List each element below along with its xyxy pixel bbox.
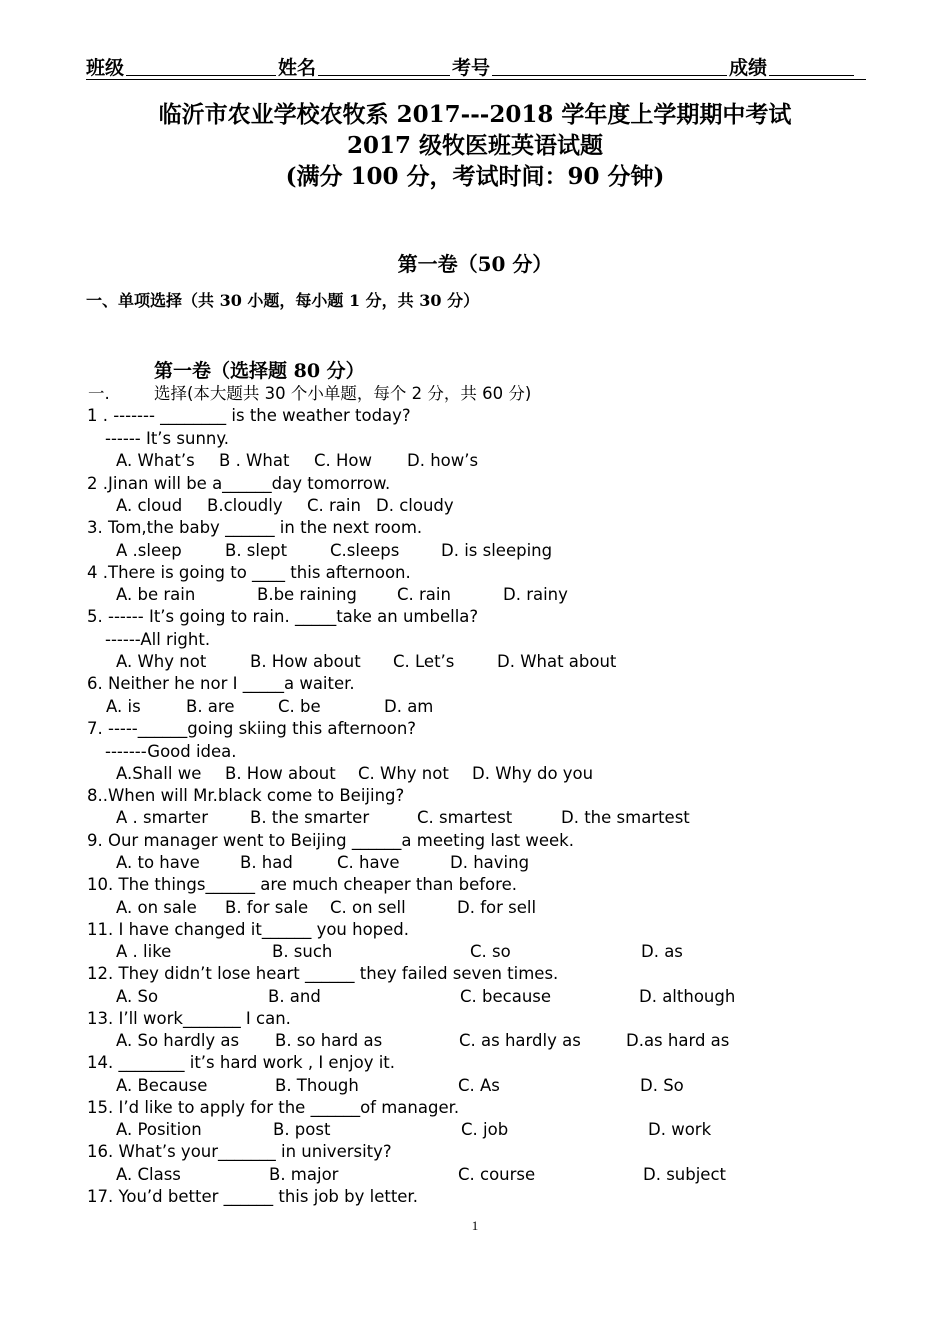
exam-title-line2: 2017 级牧医班英语试题 — [346, 132, 604, 159]
answer-option[interactable]: A. to have — [116, 853, 200, 872]
part1b-instruction-number: 一. — [88, 384, 110, 403]
answer-option[interactable]: D. as — [641, 942, 683, 961]
part1b-instruction: 选择(本大题共 30 个小单题，每个 2 分，共 60 分) — [154, 384, 532, 403]
answer-option[interactable]: C. as hardly as — [459, 1031, 581, 1050]
answer-option[interactable]: A .sleep — [116, 541, 182, 560]
answer-option[interactable]: D. how’s — [407, 451, 479, 470]
answer-option[interactable]: D. subject — [643, 1165, 726, 1184]
score-field[interactable] — [769, 75, 854, 76]
answer-option[interactable]: D.as hard as — [626, 1031, 730, 1050]
number-label: 考号 — [452, 57, 491, 79]
answer-option[interactable]: C. be — [278, 697, 321, 716]
answer-option[interactable]: C. rain — [307, 496, 361, 515]
answer-option[interactable]: D. having — [450, 853, 530, 872]
answer-option[interactable]: A. So hardly as — [116, 1031, 240, 1050]
part1-heading: 第一卷（50 分） — [397, 252, 553, 276]
exam-title-line1: 临沂市农业学校农牧系 2017---2018 学年度上学期期中考试 — [158, 101, 792, 128]
answer-option[interactable]: A. on sale — [116, 898, 197, 917]
question-dialogue-line: ------ It’s sunny. — [105, 429, 230, 448]
answer-option[interactable]: B. the smarter — [250, 808, 370, 827]
answer-option[interactable]: A . smarter — [116, 808, 208, 827]
header-info-row — [86, 51, 866, 80]
answer-option[interactable]: A. Position — [116, 1120, 202, 1139]
answer-option[interactable]: B.be raining — [257, 585, 357, 604]
answer-option[interactable]: C. rain — [397, 585, 451, 604]
answer-option[interactable]: A. Class — [116, 1165, 181, 1184]
answer-option[interactable]: A. What’s — [116, 451, 195, 470]
name-label: 姓名 — [278, 57, 317, 79]
answer-option[interactable]: D. is sleeping — [441, 541, 553, 560]
answer-option[interactable]: C. so — [470, 942, 511, 961]
answer-option[interactable]: A. cloud — [116, 496, 183, 515]
part1b-heading: 第一卷（选择题 80 分） — [154, 360, 365, 382]
answer-option[interactable]: C. have — [337, 853, 400, 872]
answer-option[interactable]: D. Why do you — [472, 764, 594, 783]
question-stem: 10. The things______ are much cheaper than before. — [87, 875, 517, 894]
score-label: 成绩 — [729, 57, 768, 79]
answer-option[interactable]: B . What — [219, 451, 290, 470]
question-dialogue-line: -------Good idea. — [105, 742, 237, 761]
answer-option[interactable]: B. so hard as — [275, 1031, 383, 1050]
answer-option[interactable]: D. So — [640, 1076, 684, 1095]
question-stem: 8..When will Mr.black come to Beijing? — [87, 786, 405, 805]
answer-option[interactable]: C. smartest — [417, 808, 513, 827]
answer-option[interactable]: C. How — [314, 451, 373, 470]
answer-option[interactable]: D. What about — [497, 652, 617, 671]
answer-option[interactable]: B. and — [268, 987, 321, 1006]
answer-option[interactable]: B.cloudly — [207, 496, 283, 515]
answer-option[interactable]: B. are — [186, 697, 235, 716]
question-stem: 12. They didn’t lose heart ______ they failed seven times. — [87, 964, 559, 983]
answer-option[interactable]: B. How about — [225, 764, 336, 783]
answer-option[interactable]: B. had — [240, 853, 293, 872]
question-stem: 11. I have changed it______ you hoped. — [87, 920, 410, 939]
name-field[interactable] — [318, 75, 450, 76]
answer-option[interactable]: A . like — [116, 942, 172, 961]
answer-option[interactable]: B. major — [269, 1165, 339, 1184]
answer-option[interactable]: C. Why not — [358, 764, 449, 783]
question-stem: 3. Tom,the baby ______ in the next room. — [87, 518, 423, 537]
question-stem: 6. Neither he nor I _____a waiter. — [87, 674, 355, 693]
number-field[interactable] — [492, 75, 727, 76]
answer-option[interactable]: C. As — [458, 1076, 500, 1095]
answer-option[interactable]: D. cloudy — [376, 496, 454, 515]
question-stem: 9. Our manager went to Beijing ______a meeting last week. — [87, 831, 574, 850]
answer-option[interactable]: D. work — [648, 1120, 712, 1139]
answer-option[interactable]: B. slept — [225, 541, 288, 560]
question-stem: 5. ------ It’s going to rain. _____take an umbella? — [87, 607, 479, 626]
answer-option[interactable]: D. although — [639, 987, 736, 1006]
question-stem: 15. I’d like to apply for the ______of manager. — [87, 1098, 460, 1117]
answer-option[interactable]: A. So — [116, 987, 159, 1006]
answer-option[interactable]: D. for sell — [457, 898, 537, 917]
answer-option[interactable]: C. course — [458, 1165, 536, 1184]
question-stem: 2 .Jinan will be a______day tomorrow. — [87, 474, 391, 493]
answer-option[interactable]: B. such — [272, 942, 333, 961]
answer-option[interactable]: D. the smartest — [561, 808, 690, 827]
answer-option[interactable]: D. am — [384, 697, 434, 716]
question-stem: 13. I’ll work_______ I can. — [87, 1009, 291, 1028]
answer-option[interactable]: A. Because — [116, 1076, 208, 1095]
answer-option[interactable]: A. Why not — [116, 652, 207, 671]
question-stem: 4 .There is going to ____ this afternoon. — [87, 563, 411, 582]
answer-option[interactable]: B. for sale — [225, 898, 309, 917]
answer-option[interactable]: B. post — [273, 1120, 331, 1139]
question-stem: 14. ________ it’s hard work , I enjoy it. — [87, 1053, 396, 1072]
answer-option[interactable]: C. Let’s — [393, 652, 455, 671]
answer-option[interactable]: C. job — [461, 1120, 509, 1139]
question-stem: 17. You’d better ______ this job by letter. — [87, 1187, 418, 1206]
answer-option[interactable]: C.sleeps — [330, 541, 400, 560]
answer-option[interactable]: C. on sell — [330, 898, 406, 917]
question-stem: 16. What’s your_______ in university? — [87, 1142, 392, 1161]
answer-option[interactable]: D. rainy — [503, 585, 568, 604]
question-dialogue-line: ------All right. — [105, 630, 211, 649]
answer-option[interactable]: C. because — [460, 987, 552, 1006]
answer-option[interactable]: B. Though — [275, 1076, 359, 1095]
answer-option[interactable]: A.Shall we — [116, 764, 202, 783]
part1-instruction: 一、单项选择（共 30 小题，每小题 1 分，共 30 分） — [86, 291, 480, 310]
question-stem: 7. -----______going skiing this afternoon? — [87, 719, 417, 738]
answer-option[interactable]: A. be rain — [116, 585, 196, 604]
class-label: 班级 — [86, 57, 125, 79]
question-stem: 1 . ------- ________ is the weather today? — [87, 406, 411, 425]
page-number: 1 — [471, 1218, 479, 1233]
exam-title-line3: (满分 100 分，考试时间：90 分钟) — [285, 163, 665, 190]
answer-option[interactable]: B. How about — [250, 652, 361, 671]
class-field[interactable] — [126, 75, 276, 76]
answer-option[interactable]: A. is — [106, 697, 141, 716]
